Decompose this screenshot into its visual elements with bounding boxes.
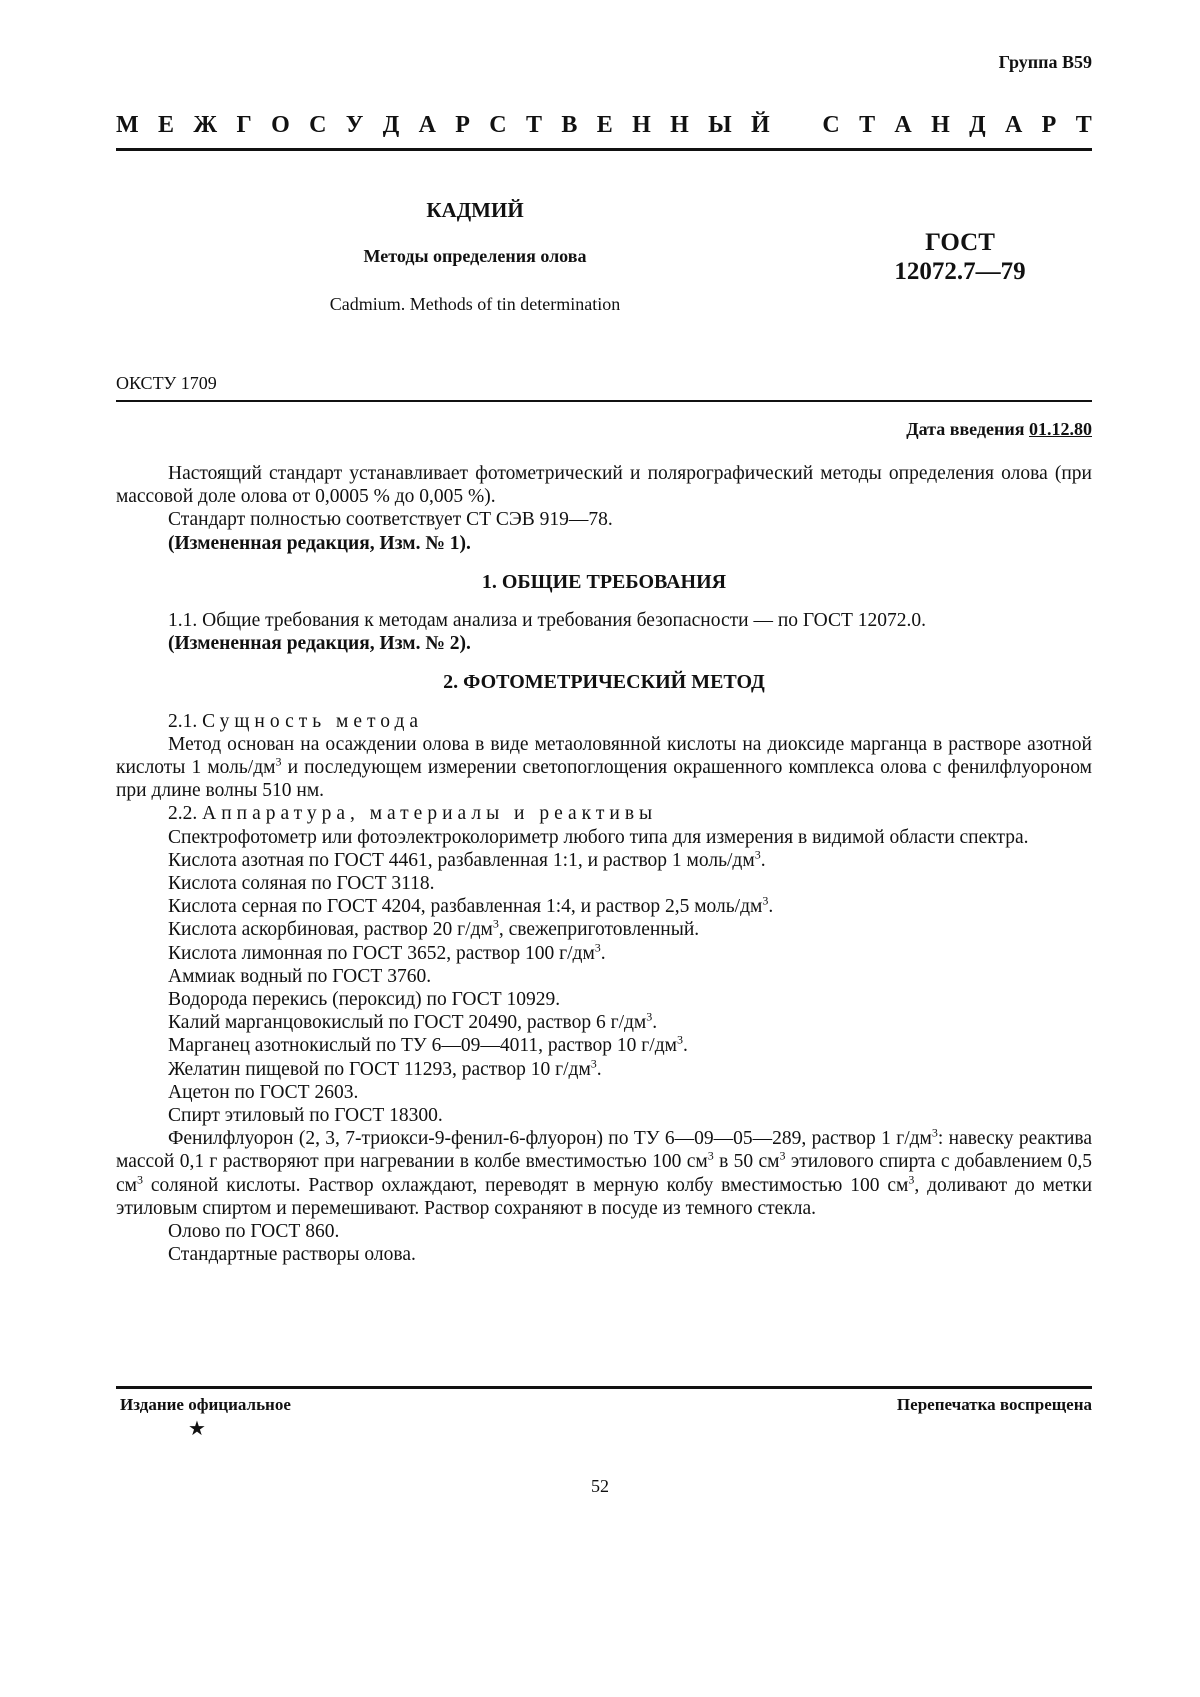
superscript: 3 — [707, 1148, 714, 1163]
reprint-prohibited: Перепечатка воспрещена — [896, 1395, 1092, 1414]
document-title: КАДМИЙ — [426, 198, 524, 222]
reagent-potassium-permanganate — [116, 1011, 1092, 1034]
gost-number: 12072.7—79 — [894, 258, 1026, 285]
banner-letter: Т — [525, 112, 542, 138]
banner-letter: Ы — [708, 112, 732, 138]
banner-letter: О — [271, 112, 290, 138]
superscript: 3 — [908, 1172, 915, 1187]
text-run: в 50 см — [713, 1151, 780, 1173]
text-run: и последующем измерении светопоглощения окрашенного комплекса олова с фенилфлуороном при длине волны 510 нм. — [116, 757, 1092, 802]
reagent-spectrophotometer: Спектрофотометр или фотоэлектроколориметр любого типа для измерения в видимой области спектра. — [168, 826, 1029, 848]
intro-amendment: (Измененная редакция, Изм. № 1). — [168, 532, 471, 554]
banner-letter: Г — [236, 112, 252, 138]
reagent-nitric-acid — [116, 849, 1092, 872]
banner-gap — [789, 112, 803, 139]
text-run: . — [760, 849, 766, 871]
text-run: Кислота лимонная по ГОСТ 3652, раствор 100 г/дм — [168, 942, 595, 964]
document-body — [116, 462, 1092, 1267]
reagent-manganese-nitrate — [116, 1034, 1092, 1057]
oksty-code: ОКСТУ 1709 — [116, 373, 217, 393]
banner-letter: Н — [632, 112, 651, 138]
text-run: , свежеприготовленный. — [498, 919, 700, 941]
text-run: . — [768, 896, 774, 918]
reagent-ascorbic-acid — [116, 918, 1092, 941]
text-run: . — [600, 942, 606, 964]
text-run: Кислота серная по ГОСТ 4204, разбавленная 1:4, и раствор 2,5 моль/дм — [168, 896, 763, 918]
section-1-heading: 1. ОБЩИЕ ТРЕБОВАНИЯ — [481, 570, 727, 593]
date-label: Дата введения — [906, 419, 1025, 439]
superscript: 3 — [594, 940, 601, 955]
banner-letter: С — [309, 112, 327, 138]
banner-letter: А — [1004, 112, 1023, 138]
text-run: . — [682, 1035, 688, 1057]
banner-letter: Й — [751, 112, 770, 138]
text-run: . — [652, 1012, 658, 1034]
reagent-sulfuric-acid — [116, 895, 1092, 918]
clause-title: Сущность метода — [202, 710, 424, 732]
reagent-tin-standard-solutions: Стандартные растворы олова. — [168, 1244, 416, 1266]
text-run: . — [596, 1058, 602, 1080]
intro-compliance: Стандарт полностью соответствует СТ СЭВ 919—78. — [168, 509, 613, 531]
text-run: : навеску реактива массой 0,1 г растворяют при нагревании в колбе вместимостью 100 см — [116, 1128, 1092, 1173]
section-2-heading: 2. ФОТОМЕТРИЧЕСКИЙ МЕТОД — [443, 671, 765, 694]
banner-letter: Н — [670, 112, 689, 138]
banner-letter: Т — [1075, 112, 1092, 138]
banner-letter: Д — [969, 112, 986, 138]
page-number: 52 — [591, 1476, 609, 1496]
banner-letter: Е — [158, 112, 175, 138]
banner-letter: А — [894, 112, 912, 138]
official-edition: Издание официальное — [120, 1395, 291, 1414]
superscript: 3 — [275, 754, 282, 769]
banner-letter: С — [489, 112, 507, 138]
superscript: 3 — [754, 847, 761, 862]
banner-letter: Р — [1041, 112, 1057, 138]
footer-rule — [116, 1386, 1092, 1389]
oksty-rule — [116, 400, 1092, 402]
superscript: 3 — [931, 1125, 938, 1140]
clause-number: 2.2. — [168, 803, 198, 825]
document-subtitle: Методы определения олова — [363, 246, 587, 266]
reagent-ethanol: Спирт этиловый по ГОСТ 18300. — [168, 1105, 443, 1127]
banner-letter: Т — [859, 112, 876, 138]
section-1-amendment: (Измененная редакция, Изм. № 2). — [168, 633, 471, 655]
star-icon: ★ — [188, 1418, 206, 1440]
superscript: 3 — [779, 1148, 786, 1163]
reagent-phenylfluorone — [116, 1127, 1092, 1220]
gost-designation — [860, 228, 1060, 286]
effective-date — [906, 419, 1092, 440]
text-run: Фенилфлуорон (2, 3, 7-триокси-9-фенил-6-флуорон) по ТУ 6—09—05—289, раствор 1 г/дм — [168, 1128, 932, 1150]
banner-letter: Н — [931, 112, 950, 138]
reagent-gelatin — [116, 1058, 1092, 1081]
banner-letter: М — [116, 112, 139, 138]
reagent-tin: Олово по ГОСТ 860. — [168, 1221, 340, 1243]
banner-letter: А — [418, 112, 436, 138]
text-run: Кислота азотная по ГОСТ 4461, разбавленная 1:1, и раствор 1 моль/дм — [168, 849, 755, 871]
gost-label: ГОСТ — [925, 229, 995, 256]
text-run: Желатин пищевой по ГОСТ 11293, раствор 10 г/дм — [168, 1058, 591, 1080]
banner-letter: Р — [455, 112, 470, 138]
reagent-hydrochloric-acid: Кислота соляная по ГОСТ 3118. — [168, 873, 435, 895]
date-value: 01.12.80 — [1029, 419, 1092, 439]
reagent-acetone: Ацетон по ГОСТ 2603. — [168, 1081, 359, 1103]
reagent-citric-acid — [116, 942, 1092, 965]
superscript: 3 — [137, 1172, 143, 1187]
reagent-hydrogen-peroxide: Водорода перекись (пероксид) по ГОСТ 10929. — [168, 989, 561, 1011]
superscript: 3 — [492, 916, 499, 931]
banner-letter: У — [345, 112, 364, 138]
standard-banner — [116, 112, 1092, 139]
superscript: 3 — [762, 893, 769, 908]
superscript: 3 — [646, 1009, 653, 1024]
banner-letter: С — [822, 112, 840, 138]
clause-number: 2.1. — [168, 710, 198, 732]
text-run: Метод основан на осаждении олова в виде метаоловянной кислоты на диоксиде марганца в растворе азотной кислоты 1 моль/дм — [116, 733, 1092, 779]
text-run: Калий марганцовокислый по ГОСТ 20490, раствор 6 г/дм — [168, 1012, 647, 1034]
text-run: Кислота аскорбиновая, раствор 20 г/дм — [168, 919, 493, 941]
text-run: этилового спирта с добавлением 0,5 см — [116, 1151, 1093, 1196]
superscript: 3 — [590, 1056, 597, 1071]
banner-letter: Е — [596, 112, 613, 138]
text-run: , доливают до метки этиловым спиртом и перемешивают. Раствор сохраняют в посуде из темного стекла. — [116, 1174, 1092, 1219]
english-title: Cadmium. Methods of tin determination — [329, 294, 621, 314]
banner-letter: Ж — [193, 112, 218, 138]
banner-letter: В — [561, 112, 578, 138]
header-rule — [116, 148, 1092, 151]
group-code: Группа В59 — [998, 52, 1092, 72]
banner-letter: Д — [382, 112, 400, 138]
superscript: 3 — [676, 1032, 683, 1047]
intro-paragraph: Настоящий стандарт устанавливает фотометрический и полярографический методы определения олова (при массовой доле олова от 0,0005 % до 0,005 %). — [116, 463, 1092, 508]
text-run: соляной кислоты. Раствор охлаждают, переводят в мерную колбу вместимостью 100 см — [143, 1174, 909, 1196]
reagent-ammonia: Аммиак водный по ГОСТ 3760. — [168, 965, 432, 987]
section-2-1-title — [116, 710, 1092, 733]
section-2-2-title — [116, 802, 1092, 825]
section-1-1: 1.1. Общие требования к методам анализа и требования безопасности — по ГОСТ 12072.0. — [168, 610, 927, 632]
method-principle — [116, 733, 1092, 803]
text-run: Марганец азотнокислый по ТУ 6—09—4011, раствор 10 г/дм — [168, 1035, 677, 1057]
clause-title: Аппаратура, материалы и реактивы — [202, 803, 658, 825]
